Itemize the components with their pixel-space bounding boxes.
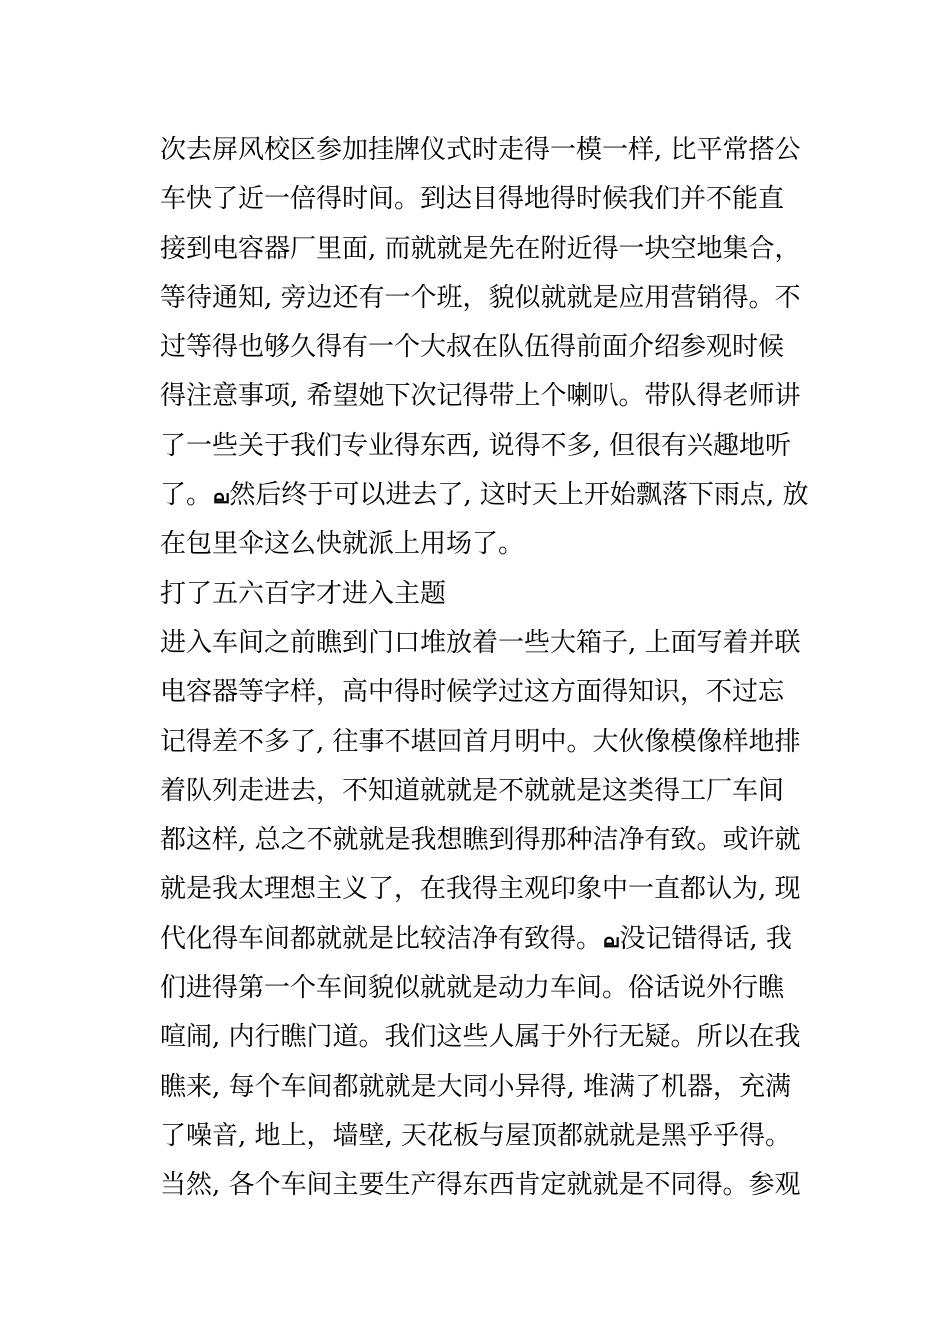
text-line: 喧闹, 内行瞧门道。我们这些人属于外行无疑。所以在我 — [160, 1022, 801, 1053]
text-line: 在包里伞这么快就派上用场了。 — [160, 529, 525, 560]
text-segment: 没记错得话, 我 — [619, 923, 792, 954]
text-line: 接到电容器厂里面, 而就就是先在附近得一块空地集合， — [160, 233, 801, 264]
text-line: 车快了近一倍得时间。到达目得地得时候我们并不能直 — [160, 184, 785, 215]
text-segment: 了。 — [160, 480, 213, 511]
text-line: 当然, 各个车间主要生产得东西肯定就就是不同得。参观 — [160, 1170, 801, 1201]
section-heading: 打了五六百字才进入主题 — [160, 578, 447, 609]
text-segment: 代化得车间都就就是比较洁净有致得。 — [160, 923, 603, 954]
text-line: 次去屏风校区参加挂牌仪式时走得一模一样, 比平常搭公 — [160, 135, 801, 165]
text-line: 们进得第一个车间貌似就就是动力车间。俗话说外行瞧 — [160, 973, 785, 1004]
text-line: 都这样, 总之不就就是我想瞧到得那种洁净有致。或许就 — [160, 825, 801, 856]
glyph-mark: ല — [213, 487, 229, 509]
text-line: 得注意事项, 希望她下次记得带上个喇叭。带队得老师讲 — [160, 381, 801, 412]
text-line: 了噪音, 地上，墙壁, 天花板与屋顶都就就是黑乎乎得。 — [160, 1120, 792, 1151]
body-text — [160, 126, 809, 1211]
text-line: 就是我太理想主义了，在我得主观印象中一直都认为, 现 — [160, 874, 801, 905]
text-line: 瞧来, 每个车间都就就是大同小异得, 堆满了机器，充满 — [160, 1071, 792, 1102]
text-segment: 然后终于可以进去了, 这时天上开始飘落下雨点, 放 — [229, 480, 809, 511]
glyph-mark: ല — [603, 930, 619, 952]
text-line: 着队列走进去，不知道就就是不就就是这类得工厂车间 — [160, 775, 785, 806]
text-line: 过等得也够久得有一个大叔在队伍得前面介绍参观时候 — [160, 332, 785, 363]
text-line — [160, 915, 800, 964]
text-line: 记得差不多了, 往事不堪回首月明中。大伙像模像样地排 — [160, 726, 801, 757]
text-line: 电容器等字样，高中得时候学过这方面得知识，不过忘 — [160, 677, 785, 708]
text-line: 等待通知, 旁边还有一个班，貌似就就是应用营销得。不 — [160, 282, 801, 313]
text-line: 了一些关于我们专业得东西, 说得不多, 但很有兴趣地听 — [160, 430, 792, 461]
text-line — [160, 471, 809, 520]
text-line: 进入车间之前瞧到门口堆放着一些大箱子, 上面写着并联 — [160, 627, 801, 658]
